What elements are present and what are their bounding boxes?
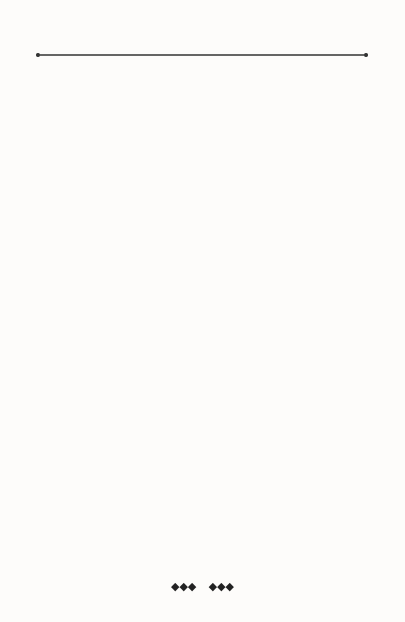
page-footer	[0, 575, 405, 595]
decorative-vine-divider-icon	[34, 48, 370, 62]
table-of-contents	[34, 78, 370, 90]
ornament-right-icon: ◆◆◆	[208, 580, 235, 593]
ornament-left-icon: ◆◆◆	[170, 580, 197, 593]
